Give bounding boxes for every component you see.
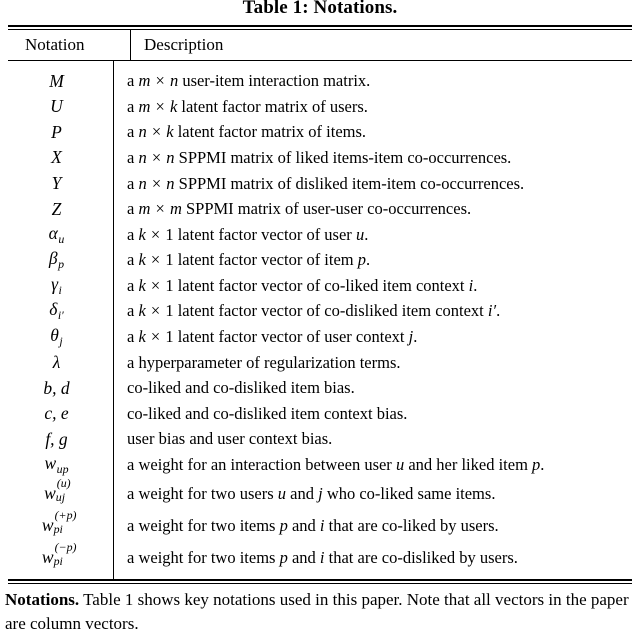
description-cell: a n × k latent factor matrix of items. xyxy=(114,119,633,145)
notation-cell: M xyxy=(49,70,64,91)
description-cell: co-liked and co-disliked item bias. xyxy=(114,375,633,401)
description-cell: a k × 1 latent factor vector of co-disliked item context i′. xyxy=(114,298,633,324)
notation-cell: U xyxy=(50,96,63,117)
description-cell: a k × 1 latent factor vector of user context j. xyxy=(114,324,633,350)
notation-cell: X xyxy=(51,147,62,168)
paragraph-body: Table 1 shows key notations used in this paper. Note that all vectors in the paper are column vectors. xyxy=(5,590,629,634)
notation-cell: $\beta_p$ xyxy=(48,248,65,272)
table-row xyxy=(8,170,632,196)
table-row xyxy=(8,510,632,542)
notation-cell: $\delta_{i'}$ xyxy=(49,299,64,323)
notation-cell: P xyxy=(51,121,62,142)
table-row xyxy=(8,542,632,579)
notations-table-body xyxy=(8,61,632,579)
description-cell: a hyperparameter of regularization terms. xyxy=(114,350,633,376)
table-row xyxy=(8,61,632,94)
notation-cell: Z xyxy=(51,198,62,219)
table-row xyxy=(8,452,632,478)
description-cell: a weight for two users u and j who co-liked same items. xyxy=(114,478,633,510)
table-row xyxy=(8,350,632,376)
table-row xyxy=(8,247,632,273)
description-cell: a k × 1 latent factor vector of item p. xyxy=(114,247,633,273)
table-header-row xyxy=(8,30,632,60)
table-row xyxy=(8,324,632,350)
description-cell: a n × n SPPMI matrix of liked items-item co-occurrences. xyxy=(114,145,633,171)
notation-cell: λ xyxy=(52,352,61,373)
paragraph-lead: Notations. xyxy=(5,590,80,609)
description-cell: a m × n user-item interaction matrix. xyxy=(114,61,633,94)
notation-cell: Y xyxy=(51,172,62,193)
notation-cell: w (−p) pi xyxy=(41,540,77,568)
description-cell: a weight for two items p and i that are co-liked by users. xyxy=(114,510,633,542)
table-row xyxy=(8,375,632,401)
table-row xyxy=(8,426,632,452)
notation-cell: w (u) uj xyxy=(44,476,71,504)
notations-paragraph xyxy=(5,588,633,636)
description-cell: a k × 1 latent factor vector of user u. xyxy=(114,222,633,248)
table-row xyxy=(8,273,632,299)
table-row xyxy=(8,298,632,324)
table-body xyxy=(8,61,632,579)
column-header-notation: Notation xyxy=(25,35,85,54)
table-row xyxy=(8,222,632,248)
table-bottom-rule xyxy=(8,579,632,584)
table-row xyxy=(8,94,632,120)
description-cell: user bias and user context bias. xyxy=(114,426,633,452)
notations-table xyxy=(8,30,632,60)
notation-cell: $\alpha_u$ xyxy=(48,222,65,246)
description-cell: co-liked and co-disliked item context bias. xyxy=(114,401,633,427)
notation-cell: w (+p) pi xyxy=(41,508,77,536)
notation-cell: $w_{up}$ xyxy=(44,452,69,476)
table-row xyxy=(8,196,632,222)
description-cell: a weight for an interaction between user u and her liked item p. xyxy=(114,452,633,478)
table-caption: Table 1: Notations. xyxy=(242,0,398,18)
column-header-description: Description xyxy=(131,30,633,60)
notation-cell: $\theta_j$ xyxy=(50,325,63,348)
description-cell: a n × n SPPMI matrix of disliked item-item co-occurrences. xyxy=(114,170,633,196)
table-row xyxy=(8,401,632,427)
table-head xyxy=(8,30,632,60)
notation-cell: b, d xyxy=(43,377,70,398)
table-row xyxy=(8,145,632,171)
description-cell: a m × k latent factor matrix of users. xyxy=(114,94,633,120)
notation-cell: $\gamma_i$ xyxy=(51,273,62,297)
notation-cell: f, g xyxy=(45,428,68,449)
description-cell: a k × 1 latent factor vector of co-liked item context i. xyxy=(114,273,633,299)
table-row xyxy=(8,478,632,510)
description-cell: a m × m SPPMI matrix of user-user co-occurrences. xyxy=(114,196,633,222)
notation-cell: c, e xyxy=(44,403,69,424)
description-cell: a weight for two items p and i that are co-disliked by users. xyxy=(114,542,633,579)
table-row xyxy=(8,119,632,145)
notations-table-block xyxy=(8,25,632,584)
